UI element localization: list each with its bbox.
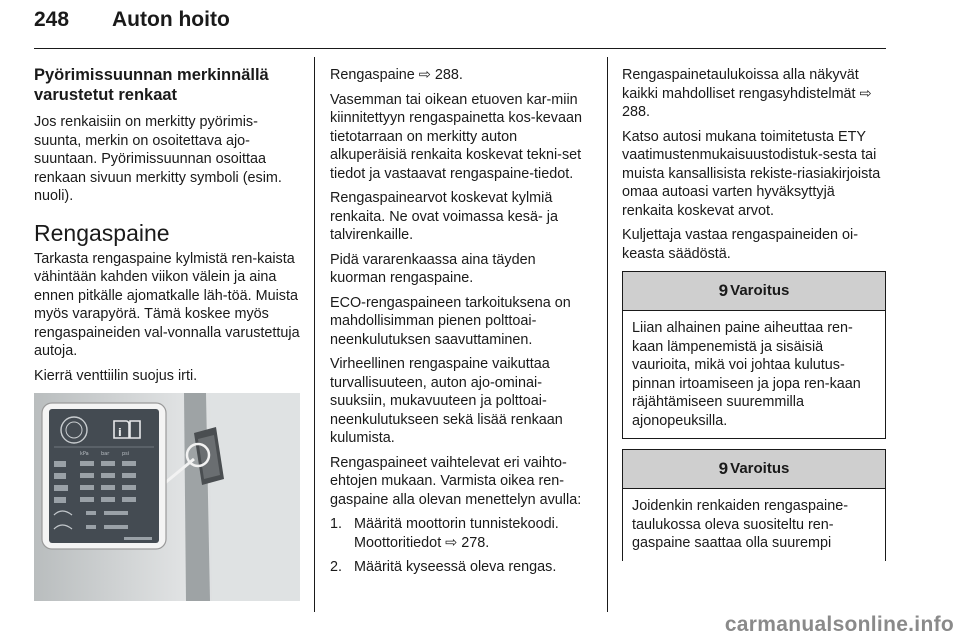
step-text: Määritä kyseessä oleva rengas. xyxy=(354,559,557,575)
paragraph: ECO-rengaspaineen tarkoituksena on mahdollisimman pienen polttoai-neenkulutuksen saavuttaminen. xyxy=(330,294,571,348)
svg-text:i: i xyxy=(118,426,122,439)
paragraph: Pidä vararenkaassa aina täyden kuorman rengaspaine. xyxy=(330,251,536,286)
warning-title: Varoitus xyxy=(730,459,790,477)
list-item xyxy=(330,558,592,577)
page-header xyxy=(34,8,886,48)
column-divider-1 xyxy=(314,57,315,612)
paragraph: Rengaspaineet vaihtelevat eri vaihto-ehtojen mukaan. Varmista oikea ren-gaspaine alla olevan menettelyn avulla: xyxy=(330,454,582,508)
paragraph: Vasemman tai oikean etuoven kar-miin kiinnitettyyn rengaspainetta kos-kevaan tietotarraan on merkitty auton alkuperäisiä renkaita koskevat tekni-set tiedot ja vastaavat rengaspaine-tiedot. xyxy=(330,91,582,182)
column-3 xyxy=(622,66,886,571)
figure-psi-label: psi xyxy=(122,451,130,457)
paragraph: Rengaspainetaulukoissa alla näkyvät kaikki mahdolliset rengasyhdistelmät ⇨ 288. xyxy=(622,67,872,120)
paragraph: Rengaspainearvot koskevat kylmiä renkaita. Ne ovat voimassa kesä- ja talvirenkaille. xyxy=(330,190,558,243)
warning-title: Varoitus xyxy=(730,281,790,299)
cross-reference: Rengaspaine ⇨ 288. xyxy=(330,67,463,83)
paragraph: Kuljettaja vastaa rengaspaineiden oi-keasta säädöstä. xyxy=(622,227,859,262)
column-2 xyxy=(330,66,592,583)
figure-kpa-label: kPa xyxy=(80,451,89,457)
paragraph: Virheellinen rengaspaine vaikuttaa turvallisuuteen, auton ajo-ominai-suuksiin, mukavuuteen ja polttoai-neenkulutukseen sekä lisää renkaan kulumista. xyxy=(330,356,563,446)
step-text: Määritä moottorin tunnistekoodi. Moottoritiedot ⇨ 278. xyxy=(354,516,559,551)
column-divider-2 xyxy=(607,57,608,612)
paragraph: Tarkasta rengaspaine kylmistä ren-kaista vähintään kahden viikon välein ja aina ennen pitkälle ajomatkalle läh-töä. Muista myös varapyörä. Tämä koskee myös rengaspaineiden val-vonnalla varustettuja autoja. xyxy=(34,250,300,359)
paragraph: Kierrä venttiilin suojus irti. xyxy=(34,367,198,384)
warning-header xyxy=(623,450,885,489)
chapter-title: Auton hoito xyxy=(112,8,230,31)
warning-header xyxy=(623,272,885,311)
warning-triangle-icon: 9 xyxy=(718,458,729,478)
warning-body: Liian alhainen paine aiheuttaa ren-kaan lämpenemistä ja sisäisiä vaurioita, mikä voi johtaa kulutus-pinnan irtoamiseen ja jopa ren-kaan räjähtämiseen suuremmilla ajonopeuksilla. xyxy=(632,320,861,429)
subheading-rotation: Pyörimissuunnan merkinnällä varustetut renkaat xyxy=(34,66,269,104)
figure-bar-label: bar xyxy=(101,451,110,457)
figure-illustration xyxy=(34,393,300,601)
steps-list xyxy=(330,515,592,577)
step-number: 2. xyxy=(330,559,343,575)
warning-body: Joidenkin renkaiden rengaspaine-taulukossa oleva suositeltu ren-gaspaine saattaa olla suurempi xyxy=(632,498,849,551)
page-number: 248 xyxy=(34,8,70,31)
header-rule xyxy=(34,48,886,49)
paragraph: Katso autosi mukana toimitetusta ETY vaatimustenmukaisuustodistuk-sesta tai muista kansallisista rekiste-riasiakirjoista omaa autoasi varten hyväksyttyjä renkaita koskevat arvot. xyxy=(622,128,881,219)
column-1 xyxy=(34,66,300,601)
warning-triangle-icon: 9 xyxy=(718,280,729,300)
paragraph: Jos renkaisiin on merkitty pyörimis-suunta, merkin on osoitettava ajo-suuntaan. Pyörimissuunnan osoittaa renkaan sivuun merkitty symboli (esim. nuoli). xyxy=(34,114,282,204)
watermark: carmanualsonline.info xyxy=(724,613,954,636)
warning-box xyxy=(622,449,886,561)
list-item xyxy=(330,515,592,552)
warning-box xyxy=(622,271,886,439)
step-number: 1. xyxy=(330,516,343,532)
tyre-pressure-label-figure xyxy=(34,393,300,601)
heading-tyre-pressure: Rengaspaine xyxy=(34,219,170,246)
